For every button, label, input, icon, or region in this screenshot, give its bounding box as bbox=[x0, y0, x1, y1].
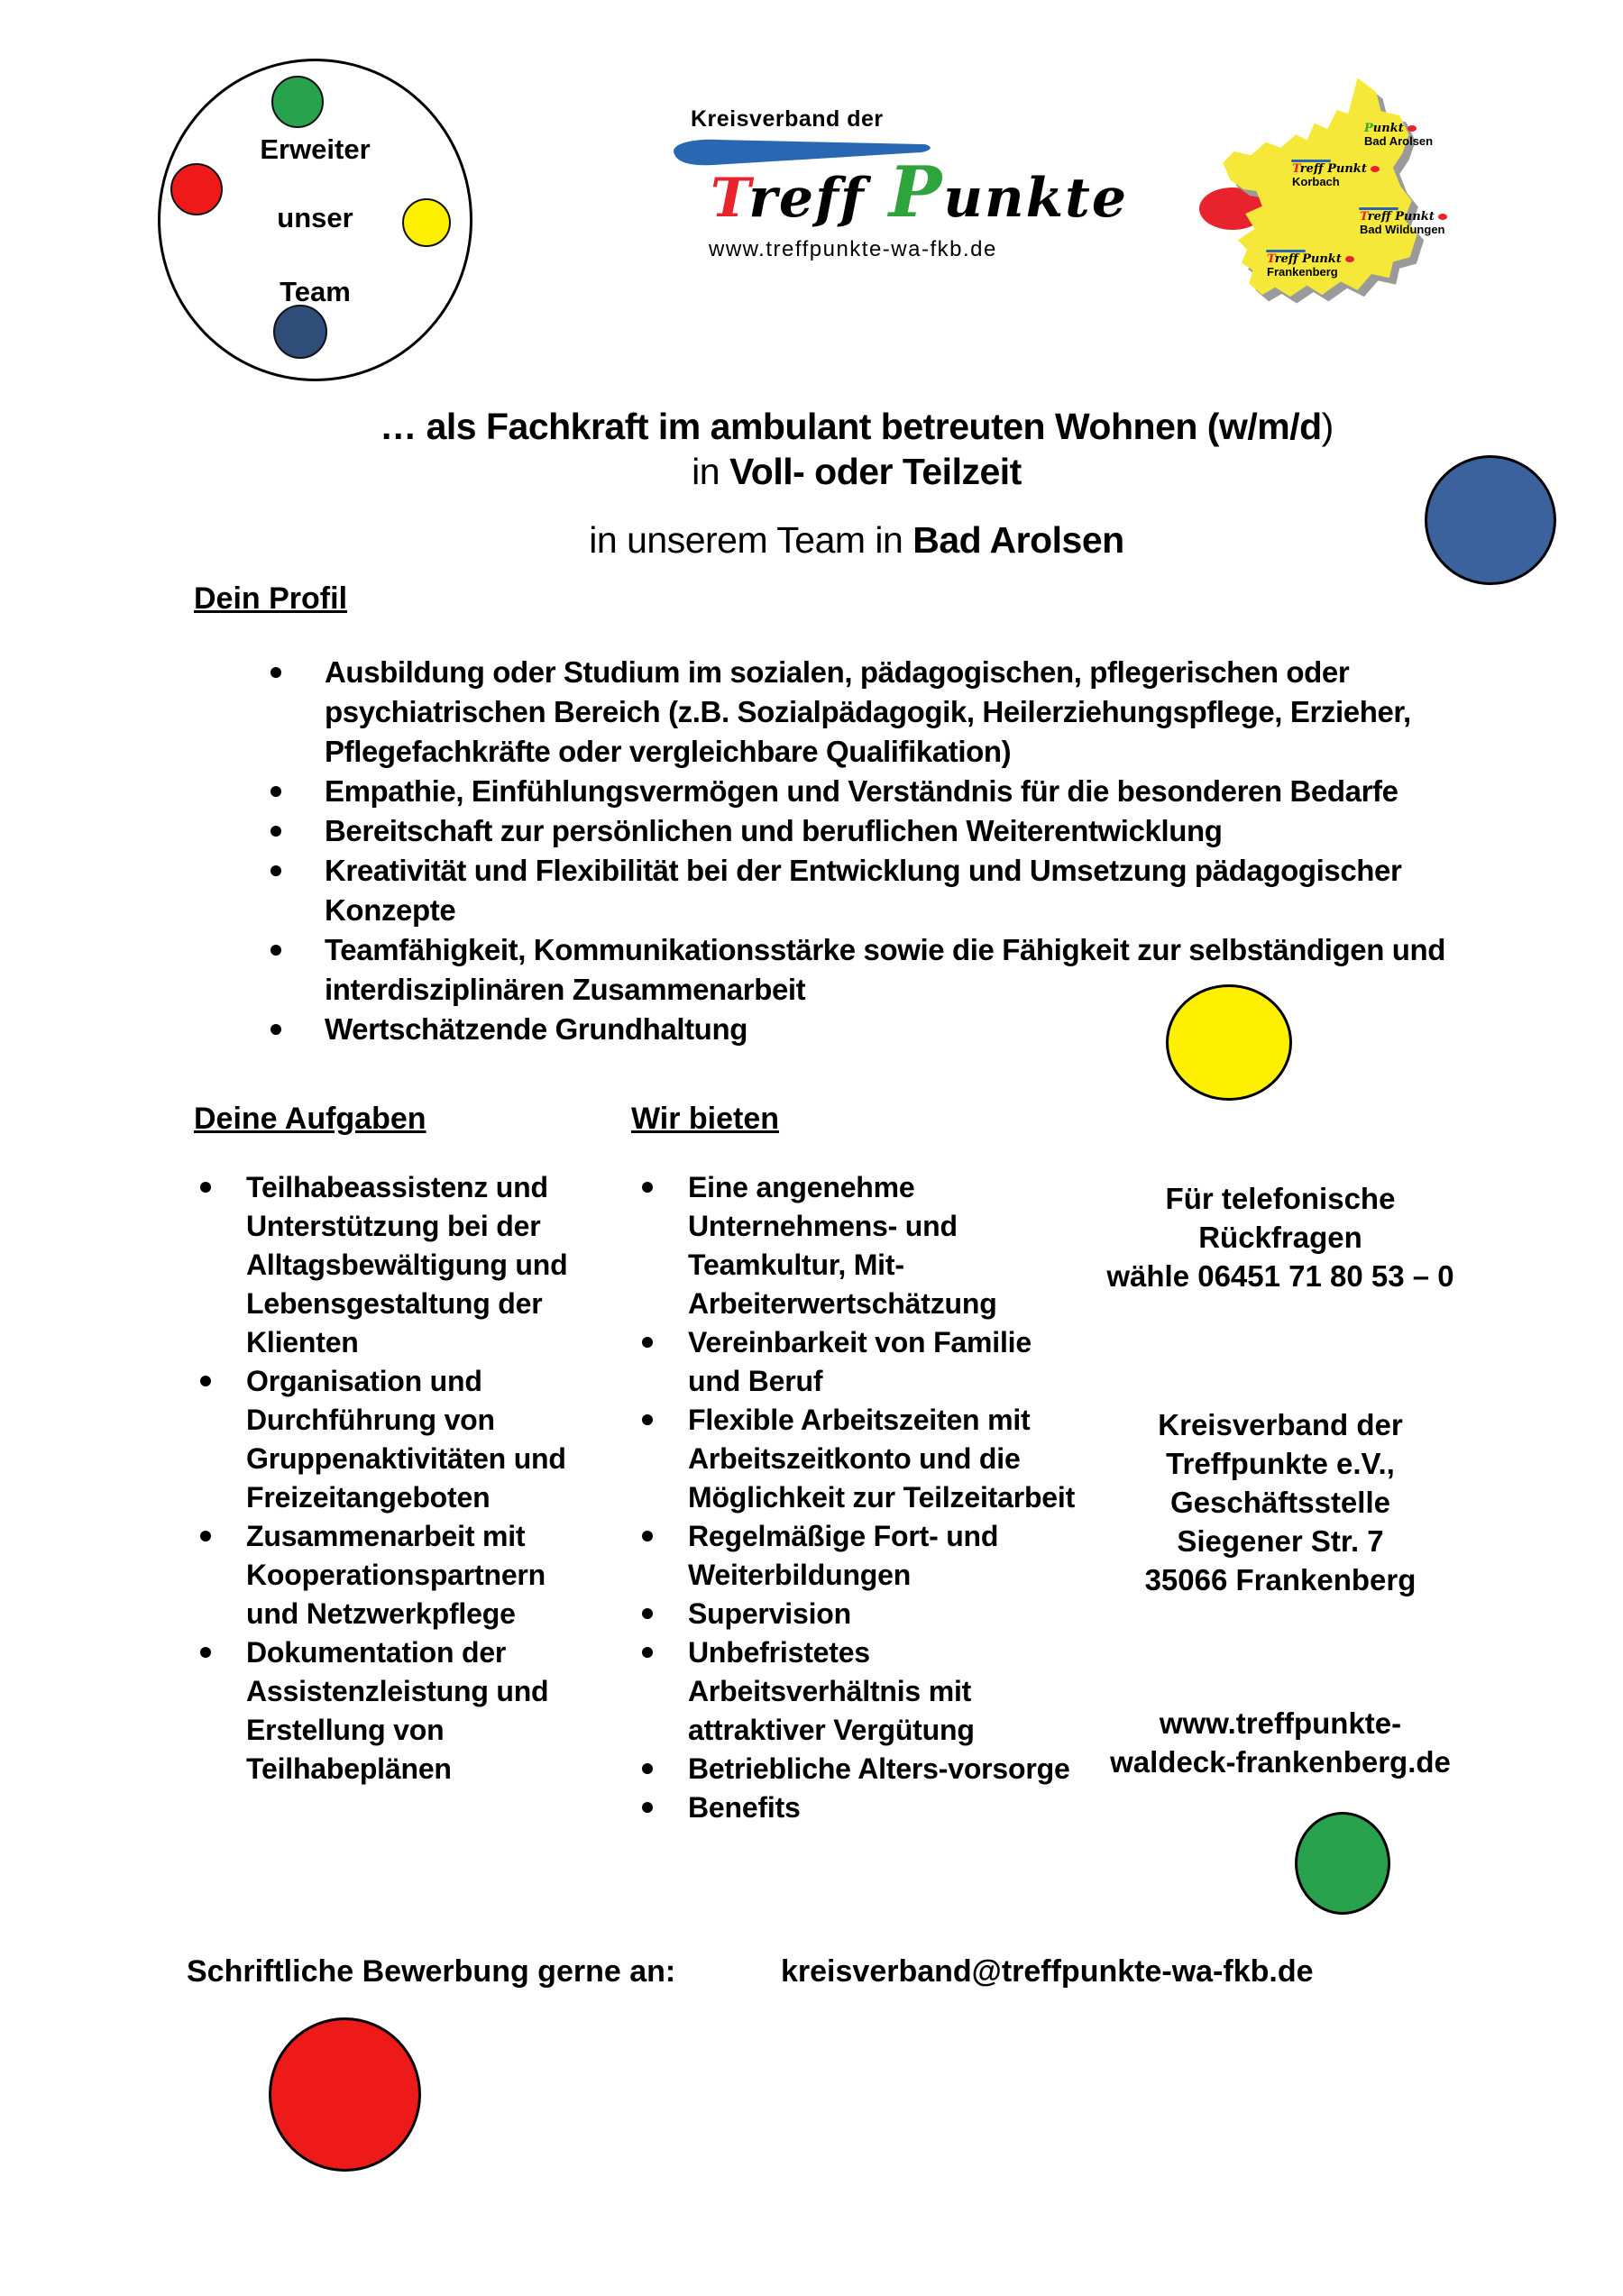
badge-text-line: Team bbox=[280, 276, 351, 307]
list-item: Benefits bbox=[642, 1788, 1084, 1827]
list-item: Kreativität und Flexibilität bei der Entwicklung und Umsetzung pädagogischer Konzepte bbox=[270, 851, 1497, 930]
mini-red-dot-icon bbox=[1408, 125, 1417, 132]
badge-text-line: Erweiter bbox=[260, 133, 371, 165]
mini-logo: Punkt bbox=[1364, 123, 1433, 135]
list-item: Zusammenarbeit mit Kooperationspartnern und Netzwerkpflege bbox=[200, 1517, 583, 1633]
logo-url: www.treffpunkte-wa-fkb.de bbox=[709, 237, 997, 261]
website-line: waldeck-frankenberg.de bbox=[1110, 1745, 1451, 1779]
bullet-icon bbox=[642, 1750, 688, 1788]
bullet-icon bbox=[270, 772, 325, 811]
decoration-green-circle bbox=[1295, 1812, 1390, 1915]
list-item: Betriebliche Alters-vorsorge bbox=[642, 1750, 1084, 1788]
section-heading-profil: Dein Profil bbox=[194, 581, 348, 616]
bullet-icon bbox=[642, 1633, 688, 1750]
map-location-frankenberg bbox=[1267, 253, 1354, 278]
mini-logo: Treff Punkt bbox=[1360, 211, 1447, 224]
org-line: 35066 Frankenberg bbox=[1144, 1563, 1417, 1596]
mini-swoosh-icon bbox=[1266, 250, 1306, 252]
bullet-icon bbox=[200, 1362, 246, 1517]
list-item: Eine angenehme Unternehmens- und Teamkultur, Mit-Arbeiterwertschätzung bbox=[642, 1168, 1084, 1323]
district-map bbox=[1217, 69, 1470, 314]
headline bbox=[90, 404, 1623, 563]
logo-word-treff: Treff bbox=[711, 167, 866, 230]
mini-red-dot-icon bbox=[1371, 166, 1380, 172]
org-line: Kreisverband der bbox=[1158, 1408, 1403, 1441]
mini-red-dot-icon bbox=[1438, 214, 1447, 220]
logo-word-punkte: Punkte bbox=[888, 151, 1129, 233]
bullet-icon bbox=[270, 653, 325, 772]
phone-number: wähle 06451 71 80 53 – 0 bbox=[1106, 1259, 1454, 1293]
phone-line: Rückfragen bbox=[1198, 1221, 1362, 1254]
bullet-icon bbox=[270, 1010, 325, 1049]
list-item: Teilhabeassistenz und Unterstützung bei der Alltagsbewältigung und Lebensgestaltung der Klienten bbox=[200, 1168, 583, 1362]
section-heading-bieten: Wir bieten bbox=[631, 1102, 780, 1136]
org-address bbox=[1091, 1405, 1470, 1599]
list-item: Organisation und Durchführung von Gruppenaktivitäten und Freizeitangeboten bbox=[200, 1362, 583, 1517]
bullet-icon bbox=[642, 1168, 688, 1323]
list-item: Supervision bbox=[642, 1595, 1084, 1633]
list-item: Vereinbarkeit von Familie und Beruf bbox=[642, 1323, 1084, 1401]
application-email: kreisverband@treffpunkte-wa-fkb.de bbox=[781, 1954, 1314, 1989]
list-item: Regelmäßige Fort- und Weiterbildungen bbox=[642, 1517, 1084, 1595]
phone-line: Für telefonische bbox=[1165, 1182, 1396, 1215]
mini-red-dot-icon bbox=[1345, 256, 1354, 262]
list-item: Bereitschaft zur persönlichen und beruflichen Weiterentwicklung bbox=[270, 811, 1497, 851]
badge-text-line: unser bbox=[277, 202, 353, 233]
bullet-icon bbox=[200, 1517, 246, 1633]
bullet-icon bbox=[270, 851, 325, 930]
contact-column bbox=[1091, 1179, 1470, 1781]
mini-logo: Treff Punkt bbox=[1292, 163, 1380, 176]
bullet-icon bbox=[270, 811, 325, 851]
bullet-icon bbox=[642, 1401, 688, 1517]
bullet-icon bbox=[200, 1168, 246, 1362]
logo-wordmark bbox=[711, 151, 1128, 233]
bullet-icon bbox=[200, 1633, 246, 1788]
website-url bbox=[1091, 1704, 1470, 1781]
green-dot-icon bbox=[271, 76, 324, 128]
headline-line3: in unserem Team in Bad Arolsen bbox=[589, 519, 1124, 561]
bieten-list bbox=[642, 1168, 1084, 1827]
logo-tagline: Kreisverband der bbox=[691, 106, 884, 132]
decoration-blue-circle bbox=[1425, 455, 1556, 585]
headline-line2: in Voll- oder Teilzeit bbox=[692, 451, 1022, 492]
list-item: Teamfähigkeit, Kommunikationsstärke sowie die Fähigkeit zur selbständigen und interdisziplinären Zusammenarbeit bbox=[270, 930, 1497, 1010]
map-city-name: Frankenberg bbox=[1267, 264, 1338, 279]
map-city-name: Bad Wildungen bbox=[1360, 222, 1445, 236]
headline-line1: … als Fachkraft im ambulant betreuten Wohnen (w/m/d) bbox=[380, 406, 1334, 447]
org-line: Treffpunkte e.V., bbox=[1166, 1447, 1395, 1480]
website-line: www.treffpunkte- bbox=[1159, 1706, 1402, 1740]
list-item: Flexible Arbeitszeiten mit Arbeitszeitkonto und die Möglichkeit zur Teilzeitarbeit bbox=[642, 1401, 1084, 1517]
list-item: Unbefristetes Arbeitsverhältnis mit attraktiver Vergütung bbox=[642, 1633, 1084, 1750]
org-line: Siegener Str. 7 bbox=[1177, 1524, 1384, 1558]
list-item: Dokumentation der Assistenzleistung und Erstellung von Teilhabeplänen bbox=[200, 1633, 583, 1788]
map-location-korbach bbox=[1292, 163, 1380, 188]
map-location-bad-wildungen bbox=[1360, 211, 1447, 235]
map-location-bad-arolsen bbox=[1364, 123, 1433, 147]
map-city-name: Bad Arolsen bbox=[1364, 133, 1434, 148]
mini-swoosh-icon bbox=[1291, 160, 1331, 162]
section-heading-aufgaben: Deine Aufgaben bbox=[194, 1102, 426, 1136]
mini-logo: Treff Punkt bbox=[1267, 253, 1354, 266]
team-badge bbox=[158, 59, 472, 381]
profil-list bbox=[270, 653, 1497, 1049]
bullet-icon bbox=[642, 1595, 688, 1633]
mini-swoosh-icon bbox=[1359, 207, 1398, 210]
org-line: Geschäftsstelle bbox=[1170, 1486, 1390, 1519]
bullet-icon bbox=[642, 1517, 688, 1595]
list-item: Empathie, Einfühlungsvermögen und Verständnis für die besonderen Bedarfe bbox=[270, 772, 1497, 811]
decoration-red-circle bbox=[269, 2017, 421, 2172]
map-city-name: Korbach bbox=[1292, 174, 1340, 188]
list-item: Wertschätzende Grundhaltung bbox=[270, 1010, 1497, 1049]
bullet-icon bbox=[642, 1323, 688, 1401]
list-item: Ausbildung oder Studium im sozialen, pädagogischen, pflegerischen oder psychiatrischen Bereich (z.B. Sozialpädagogik, Heilerziehungspflege, Erzieher, Pflegefachkräfte oder vergleichbare Qualifikation) bbox=[270, 653, 1497, 772]
phone-info bbox=[1091, 1179, 1470, 1295]
bullet-icon bbox=[270, 930, 325, 1010]
aufgaben-list bbox=[200, 1168, 583, 1788]
blue-dot-icon bbox=[273, 305, 327, 359]
application-label: Schriftliche Bewerbung gerne an: bbox=[187, 1954, 676, 1989]
bullet-icon bbox=[642, 1788, 688, 1827]
